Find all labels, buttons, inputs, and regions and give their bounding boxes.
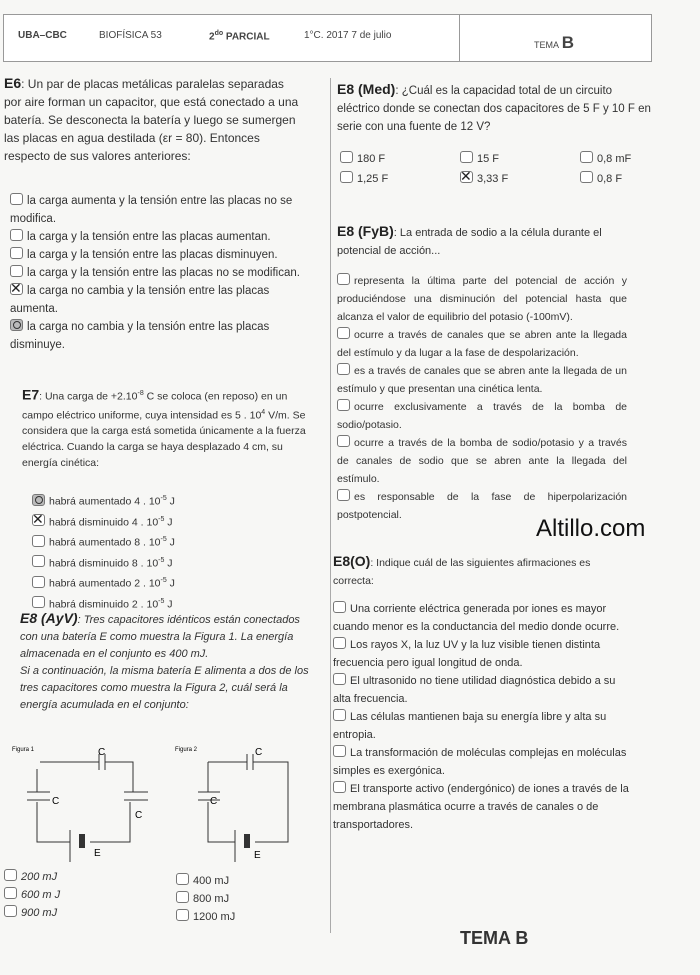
figure-1-label: Figura 1: [12, 747, 35, 753]
answer-label: habrá aumentado 4 . 10: [49, 495, 161, 508]
answer-label: Las células mantienen baja su energía libre y alta su entropia.: [333, 711, 607, 741]
answer-label: 1200 mJ: [193, 911, 236, 923]
answer-option[interactable]: [340, 150, 460, 168]
column-divider: [330, 78, 331, 933]
answer-option[interactable]: [333, 600, 633, 636]
answer-option[interactable]: [176, 908, 296, 926]
unit: J: [164, 598, 173, 610]
answer-label: es responsable de la fase de hiperpolarización postpotencial.: [337, 491, 627, 521]
answer-option[interactable]: [4, 886, 124, 904]
checkbox-empty[interactable]: [333, 601, 346, 613]
header-subject: BIOFÍSICA 53: [99, 30, 162, 41]
answer-label: habrá disminuido 4 . 10: [49, 516, 159, 528]
answer-option[interactable]: [460, 150, 580, 168]
answer-label: la carga y la tensión entre las placas no se modifican.: [27, 267, 300, 279]
checkbox-empty[interactable]: [337, 435, 350, 447]
e8-o-options: [333, 600, 633, 834]
e6-options: [10, 192, 300, 354]
checkbox-empty[interactable]: [333, 781, 346, 793]
header-tema: TEMA B: [534, 33, 575, 52]
e8-ayv-options-left: [4, 868, 124, 922]
cap-label: C: [135, 810, 143, 821]
question-e7: E7: Una carga de $+2.10^{-8}$ C se coloca (en reposo) en un campo eléctrico uniforme, cuya intensidad es 5 . $10^4$ V/m. Se considera que la carga está sometida únicamente a la fuerza eléctrica. Cuando la carga se haya desplazado 4 cm, su energía cinética:: [22, 386, 306, 469]
figure-1-circuit: [27, 754, 148, 862]
answer-option[interactable]: [10, 318, 300, 354]
checkbox-empty[interactable]: [580, 151, 593, 163]
question-e8-fyb: E8 (FyB): La entrada de sodio a la célula durante el potencial de acción...: [337, 223, 602, 257]
checkbox-empty[interactable]: [337, 327, 350, 339]
exponent: -5: [158, 597, 165, 605]
checkbox-empty[interactable]: [10, 247, 23, 259]
exam-header: [3, 14, 652, 62]
checkbox-empty[interactable]: [32, 576, 45, 588]
exponent: -5: [158, 515, 165, 523]
checkbox-empty[interactable]: [340, 151, 353, 163]
checkbox-crossed[interactable]: [32, 514, 45, 526]
answer-label: La transformación de moléculas complejas en moléculas simples es exergónica.: [333, 747, 627, 777]
question-e6: E6: Un par de placas metálicas paralelas separadas por aire forman un capacitor, que está conectado a una batería. Se desconecta la batería y luego se sumergen las placas en agua destilada (εr = 80). Entonces respecto de sus valores anteriores:: [4, 75, 299, 163]
answer-label: la carga y la tensión entre las placas aumentan.: [27, 231, 271, 243]
answer-option[interactable]: [337, 434, 627, 488]
checkbox-empty[interactable]: [4, 905, 17, 917]
cap-label: C: [255, 747, 263, 758]
exponent: -5: [158, 556, 165, 564]
answer-label: 400 mJ: [193, 875, 230, 887]
e8-fyb-options: [337, 272, 627, 524]
figure-2-battery: [244, 834, 250, 848]
answer-label: la carga aumenta y la tensión entre las placas no se modifica.: [10, 195, 293, 225]
checkbox-empty[interactable]: [333, 637, 346, 649]
cap-label: C: [98, 747, 106, 758]
answer-label: Una corriente eléctrica generada por iones es mayor cuando menor es la conductancia del medio donde ocurre.: [333, 603, 620, 633]
answer-option[interactable]: [10, 228, 300, 246]
header-date: 1°C. 2017 7 de julio: [304, 30, 392, 41]
answer-label: El ultrasonido no tiene utilidad diagnóstica debido a su alta frecuencia.: [333, 675, 616, 705]
checkbox-empty[interactable]: [337, 363, 350, 375]
header-org: UBA–CBC: [18, 30, 67, 41]
cap-label: C: [52, 796, 60, 807]
answer-option[interactable]: [333, 636, 633, 672]
figure-1-battery: [79, 834, 85, 848]
cap-label: C: [210, 796, 218, 807]
checkbox-empty[interactable]: [460, 151, 473, 163]
unit: J: [166, 536, 175, 549]
figure-2-label: Figura 2: [175, 747, 198, 753]
figure-2-circuit: [198, 754, 288, 862]
e7-options: [32, 490, 292, 613]
checkbox-empty[interactable]: [10, 229, 23, 241]
checkbox-empty[interactable]: [337, 399, 350, 411]
answer-option[interactable]: [4, 904, 124, 922]
answer-option[interactable]: [460, 170, 580, 188]
answer-option[interactable]: [4, 868, 124, 886]
answer-label: es a través de canales que se abren ante la llegada de un estímulo y que presentan una cinética lenta.: [337, 365, 627, 395]
header-exam: $2^{do}$ PARCIAL: [209, 30, 270, 43]
checkbox-empty[interactable]: [32, 596, 45, 608]
circuit-figures: [10, 742, 310, 867]
checkbox-empty[interactable]: [10, 265, 23, 277]
checkbox-empty[interactable]: [10, 193, 23, 205]
answer-option[interactable]: [580, 150, 670, 168]
unit: J: [164, 557, 173, 569]
answer-label: 800 mJ: [193, 893, 230, 905]
header-divider: [459, 15, 460, 61]
answer-option[interactable]: [337, 398, 627, 434]
answer-option[interactable]: [10, 246, 300, 264]
answer-option[interactable]: [176, 872, 296, 890]
answer-label: 180 F: [357, 153, 386, 165]
answer-label: 15 F: [477, 153, 500, 165]
checkbox-empty[interactable]: [333, 673, 346, 685]
checkbox-empty[interactable]: [176, 873, 189, 885]
answer-option[interactable]: [333, 708, 633, 744]
answer-label: habrá disminuido 8 . 10: [49, 557, 159, 569]
checkbox-crossed[interactable]: [10, 283, 23, 295]
answer-option[interactable]: [32, 552, 292, 573]
checkbox-empty[interactable]: [580, 171, 593, 183]
answer-label: ocurre exclusivamente a través de la bomba de sodio/potasio.: [337, 401, 627, 431]
answer-option[interactable]: [10, 264, 300, 282]
answer-option[interactable]: [32, 511, 292, 532]
answer-label: 600 m J: [21, 889, 61, 901]
checkbox-circled[interactable]: [10, 319, 23, 331]
answer-option[interactable]: [333, 744, 633, 780]
watermark: Altillo.com: [536, 515, 646, 542]
question-e8-ayv: E8 (AyV): Tres capacitores idénticos están conectados con una batería E como muestra la Figura 1. La energía almacenada en el conjunto es 400 mJ. Si a continuación, la misma batería E alimenta a dos de los tres capacitores como muestra la Figura 2, cuál será la energía acumulada en el conjunto:: [20, 610, 309, 711]
checkbox-empty[interactable]: [32, 535, 45, 547]
answer-option[interactable]: [580, 170, 670, 188]
answer-label: habrá aumentado 8 . 10: [49, 536, 161, 549]
answer-option[interactable]: [32, 490, 292, 511]
unit: J: [166, 495, 175, 508]
answer-label: ocurre a través de la bomba de sodio/potasio y a través de canales de sodio que se abren ante la llegada del estímulo.: [337, 437, 627, 485]
answer-label: representa la última parte del potencial de acción y produciéndose una disminución del potencial hasta que alcanza el valor de equilibrio del potasio (-100mV).: [337, 275, 627, 323]
answer-label: habrá disminuido 2 . 10: [49, 598, 159, 610]
answer-option[interactable]: [340, 170, 460, 188]
checkbox-empty[interactable]: [4, 869, 17, 881]
answer-option[interactable]: [337, 272, 627, 326]
answer-option[interactable]: [337, 326, 627, 362]
answer-label: 1,25 F: [357, 173, 389, 185]
answer-label: 200 mJ: [21, 871, 58, 883]
battery-label: E: [94, 848, 101, 859]
checkbox-empty[interactable]: [337, 273, 350, 285]
exponent: -5: [160, 577, 167, 584]
answer-label: la carga no cambia y la tensión entre las placas aumenta.: [10, 285, 270, 315]
footer-tema: TEMA B: [460, 928, 529, 948]
answer-option[interactable]: [176, 890, 296, 908]
answer-label: ocurre a través de canales que se abren ante la llegada del estímulo y da lugar a la fase de despolarización.: [337, 329, 627, 359]
question-e8-med: E8 (Med): ¿Cuál es la capacidad total de un circuito eléctrico donde se conectan dos capacitores de 5 F y 10 F en serie con una fuente de 12 V?: [337, 81, 651, 133]
answer-label: la carga y la tensión entre las placas disminuyen.: [27, 249, 278, 261]
checkbox-empty[interactable]: [337, 489, 350, 501]
answer-label: la carga no cambia y la tensión entre las placas disminuye.: [10, 321, 270, 351]
unit: J: [166, 577, 175, 590]
checkbox-empty[interactable]: [333, 745, 346, 757]
answer-label: Los rayos X, la luz UV y la luz visible tienen distinta frecuencia pero igual longitud de onda.: [333, 639, 601, 669]
answer-option[interactable]: [10, 282, 300, 318]
answer-label: 900 mJ: [21, 907, 58, 919]
checkbox-empty[interactable]: [176, 891, 189, 903]
exponent: -5: [160, 495, 167, 502]
answer-option[interactable]: [333, 672, 633, 708]
answer-option[interactable]: [32, 572, 292, 593]
answer-label: 3,33 F: [477, 173, 509, 185]
checkbox-empty[interactable]: [333, 709, 346, 721]
answer-option[interactable]: [333, 780, 633, 834]
checkbox-empty[interactable]: [32, 555, 45, 567]
e8-med-options: [340, 150, 670, 188]
answer-option[interactable]: [32, 531, 292, 552]
question-e8-o: E8(O): Indique cuál de las siguientes afirmaciones es correcta:: [333, 553, 591, 587]
exponent: -5: [160, 536, 167, 543]
answer-label: habrá aumentado 2 . 10: [49, 577, 161, 590]
answer-label: El transporte activo (endergónico) de iones a través de la membrana plasmática ocurre a través de canales o de transportadores.: [333, 783, 629, 831]
answer-option[interactable]: [337, 362, 627, 398]
checkbox-empty[interactable]: [4, 887, 17, 899]
answer-label: 0,8 mF: [597, 153, 632, 165]
battery-label: E: [254, 850, 261, 861]
answer-option[interactable]: [10, 192, 300, 228]
checkbox-empty[interactable]: [340, 171, 353, 183]
checkbox-empty[interactable]: [176, 909, 189, 921]
checkbox-crossed[interactable]: [460, 171, 473, 183]
checkbox-circled[interactable]: [32, 494, 45, 506]
unit: J: [164, 516, 173, 528]
answer-label: 0,8 F: [597, 173, 623, 185]
e8-ayv-options-right: [176, 872, 296, 926]
